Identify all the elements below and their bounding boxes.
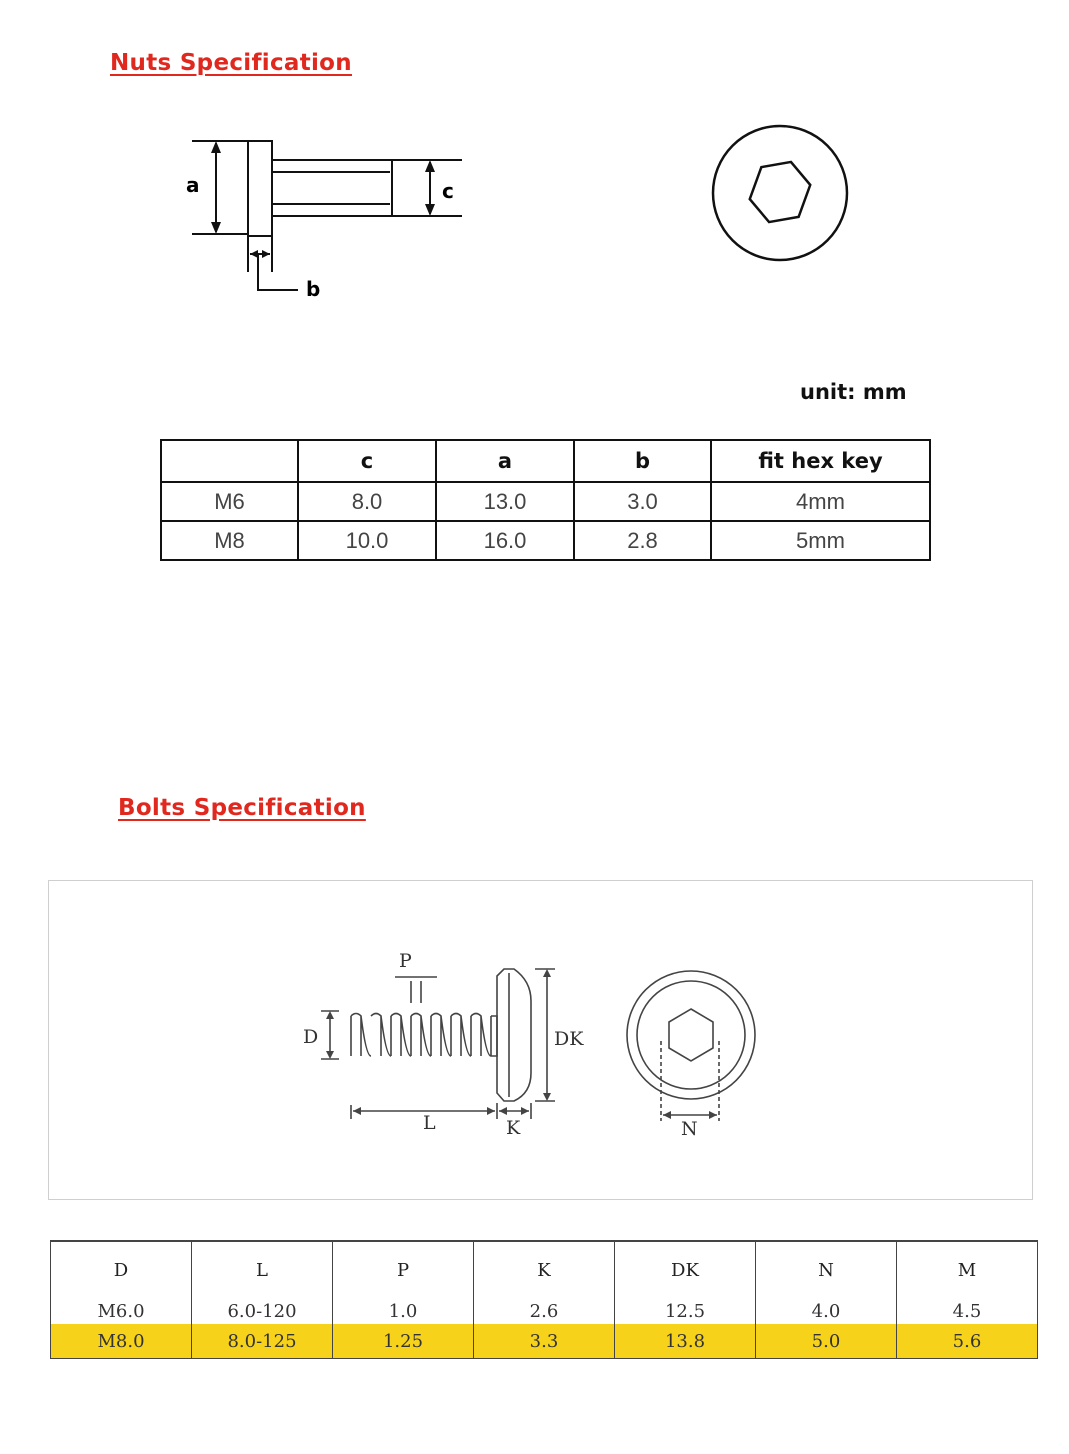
table-cell: 8.0	[298, 482, 436, 521]
table-cell: 2.8	[574, 521, 711, 560]
bolt-label-p: P	[399, 950, 412, 972]
table-cell: M6.0	[51, 1298, 192, 1324]
table-cell: 4.0	[756, 1298, 897, 1324]
header-cell: D	[51, 1241, 192, 1298]
bolt-label-d: D	[303, 1026, 319, 1048]
table-cell: 4.5	[897, 1298, 1038, 1324]
bolt-label-k: K	[506, 1117, 521, 1139]
header-cell	[161, 440, 298, 482]
bolts-section-title: Bolts Specification	[118, 795, 366, 821]
table-cell: 13.8	[615, 1324, 756, 1359]
table-cell: 12.5	[615, 1298, 756, 1324]
bolt-diagram-panel	[48, 880, 1033, 1200]
table-header-row	[51, 1241, 1038, 1298]
nut-side-diagram	[180, 130, 480, 310]
nuts-section-title: Nuts Specification	[110, 50, 352, 76]
table-cell: 2.6	[474, 1298, 615, 1324]
header-cell: P	[333, 1241, 474, 1298]
table-row	[161, 521, 930, 560]
table-header-row	[161, 440, 930, 482]
nut-label-a: a	[186, 173, 200, 197]
header-cell: N	[756, 1241, 897, 1298]
bolt-diagram	[299, 941, 819, 1141]
table-cell: 3.3	[474, 1324, 615, 1359]
table-cell: 6.0-120	[192, 1298, 333, 1324]
nuts-spec-table	[160, 439, 931, 561]
table-cell: 16.0	[436, 521, 574, 560]
nut-top-view-diagram	[705, 118, 855, 268]
table-cell: 5.6	[897, 1324, 1038, 1359]
nut-label-c: c	[442, 179, 454, 203]
header-cell: fit hex key	[711, 440, 930, 482]
table-cell: 4mm	[711, 482, 930, 521]
header-cell: K	[474, 1241, 615, 1298]
table-row-highlighted	[51, 1324, 1038, 1359]
bolt-label-dk: DK	[554, 1028, 584, 1050]
table-cell: M6	[161, 482, 298, 521]
unit-label: unit: mm	[800, 380, 907, 404]
header-cell: c	[298, 440, 436, 482]
table-cell: 13.0	[436, 482, 574, 521]
table-cell: M8.0	[51, 1324, 192, 1359]
header-cell: DK	[615, 1241, 756, 1298]
bolts-spec-table	[50, 1240, 1038, 1359]
header-cell: L	[192, 1241, 333, 1298]
table-cell: 8.0-125	[192, 1324, 333, 1359]
table-cell: 5.0	[756, 1324, 897, 1359]
bolt-label-n: N	[681, 1118, 698, 1140]
table-cell: 10.0	[298, 521, 436, 560]
table-row	[161, 482, 930, 521]
table-cell: 3.0	[574, 482, 711, 521]
nut-label-b: b	[306, 277, 321, 301]
table-row	[51, 1298, 1038, 1324]
table-cell: 1.0	[333, 1298, 474, 1324]
header-cell: M	[897, 1241, 1038, 1298]
header-cell: a	[436, 440, 574, 482]
table-cell: 5mm	[711, 521, 930, 560]
header-cell: b	[574, 440, 711, 482]
table-cell: 1.25	[333, 1324, 474, 1359]
table-cell: M8	[161, 521, 298, 560]
bolt-label-l: L	[423, 1112, 436, 1134]
